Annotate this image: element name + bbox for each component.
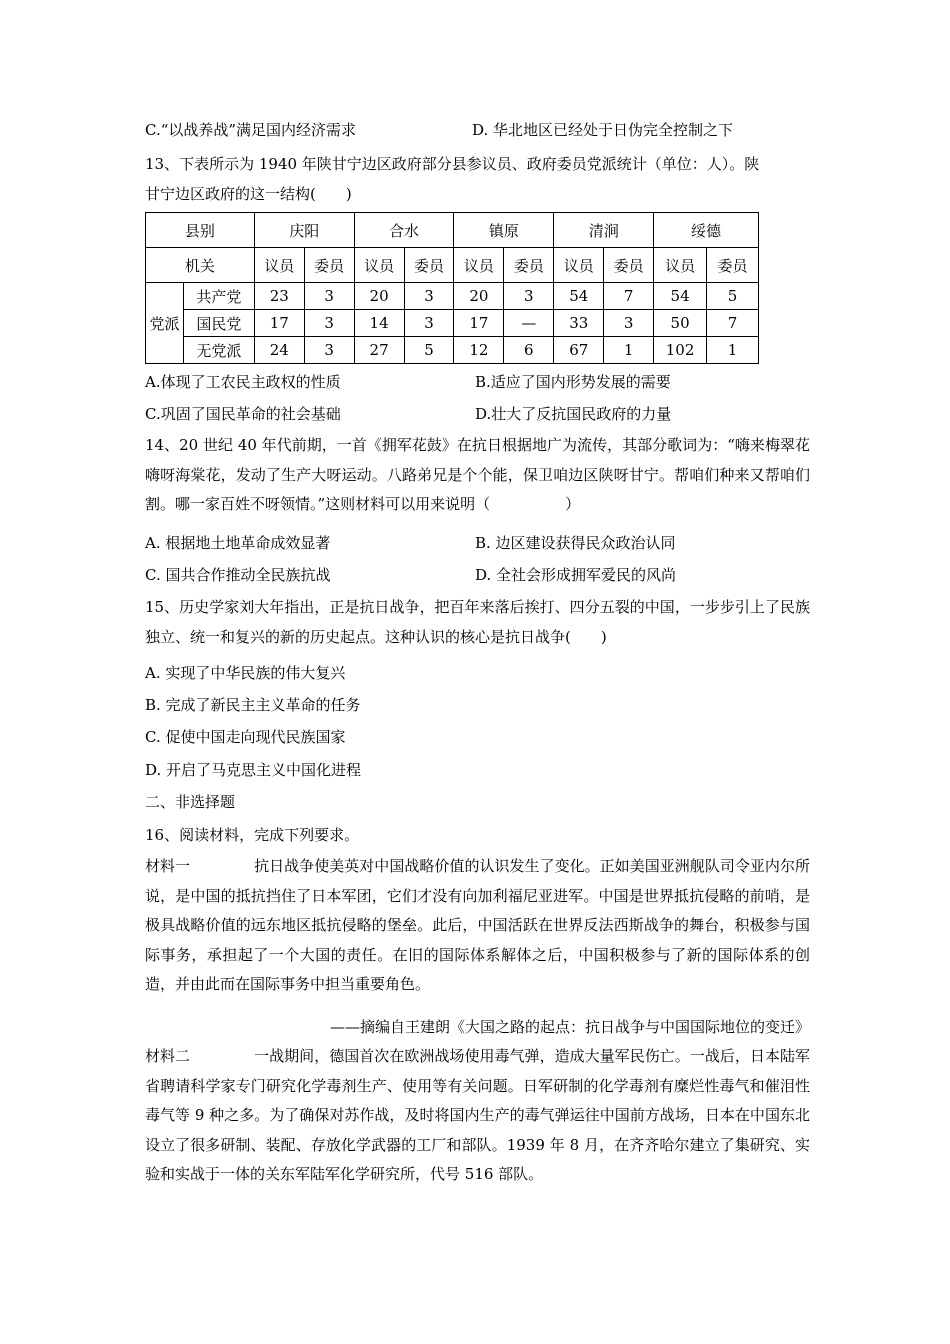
q13-option-a: A.体现了工农民主政权的性质 [145,373,341,391]
county-cell: 清涧 [554,213,654,248]
value-cell: 24 [254,337,304,364]
q12-option-c: C.“以战养战”满足国内经济需求 [145,121,357,139]
party-name-cell: 国民党 [183,310,254,337]
value-cell: 7 [707,310,759,337]
value-cell: 23 [254,283,304,310]
value-cell: 5 [404,337,454,364]
value-cell: 12 [454,337,504,364]
q14-option-c: C. 国共合作推动全民族抗战 [145,566,331,584]
subheader-cell: 议员 [554,248,604,283]
q14-stem: 14、20 世纪 40 年代前期，一首《拥军花鼓》在抗日根据地广为流传，其部分歌词为：“嗨来梅翠花嗨呀海棠花，发动了生产大呀运动。八路弟兄是个个能，保卫咱边区陕呀甘宁。帮咱们种来又帮咱们割。哪一家百姓不呀领情。”这则材料可以用来说明（ ） [145,436,810,513]
county-header: 县别 [146,213,255,248]
q13-stem-line1: 13、下表所示为 1940 年陕甘宁边区政府部分县参议员、政府委员党派统计（单位：人）。陕 [145,155,760,173]
organ-header: 机关 [146,248,255,283]
party-name-cell: 无党派 [183,337,254,364]
q13-option-b: B.适应了国内形势发展的需要 [475,373,671,391]
value-cell: 33 [554,310,604,337]
value-cell: 3 [604,310,654,337]
value-cell: 54 [554,283,604,310]
party-name-cell: 共产党 [183,283,254,310]
q15-stem: 15、历史学家刘大年指出，正是抗日战争，把百年来落后挨打、四分五裂的中国，一步步引上了民族独立、统一和复兴的新的历史起点。这种认识的核心是抗日战争( ) [145,598,810,646]
value-cell: 5 [707,283,759,310]
material-2 [145,1042,810,1190]
value-cell: 3 [304,337,354,364]
q15-option-b: B. 完成了新民主主义革命的任务 [145,696,361,714]
value-cell: 27 [354,337,404,364]
value-cell: 14 [354,310,404,337]
section-title: 二、非选择题 [145,793,236,811]
material-1-label: 材料一 [145,857,191,875]
subheader-cell: 委员 [707,248,759,283]
county-cell: 绥德 [654,213,759,248]
material-1-text: 抗日战争使美英对中国战略价值的认识发生了变化。正如美国亚洲舰队司令亚内尔所说，是中国的抵抗挡住了日本军团，它们才没有向加利福尼亚进军。中国是世界抵抗侵略的前哨，是极具战略价值的远东地区抵抗侵略的堡垒。此后，中国活跃在世界反法西斯战争的舞台，积极参与国际事务，承担起了一个大国的责任。在旧的国际体系解体之后，中国积极参与了新的国际体系的创造，并由此而在国际事务中担当重要角色。 [145,857,810,993]
q13-option-d: D.壮大了反抗国民政府的力量 [475,405,672,423]
value-cell: 50 [654,310,707,337]
q14-option-a: A. 根据地土地革命成效显著 [145,534,331,552]
table-row [146,310,759,337]
q15-option-c: C. 促使中国走向现代民族国家 [145,728,346,746]
table-header-row [146,213,759,248]
material-1 [145,852,810,1000]
subheader-cell: 委员 [304,248,354,283]
value-cell: 67 [554,337,604,364]
q13-stem-line2: 甘宁边区政府的这一结构( ) [145,185,352,203]
subheader-cell: 议员 [654,248,707,283]
value-cell: 1 [604,337,654,364]
material-2-label: 材料二 [145,1047,191,1065]
party-statistics-table [145,212,759,364]
value-cell: 17 [454,310,504,337]
value-cell: 7 [604,283,654,310]
table-row [146,283,759,310]
q14-option-d: D. 全社会形成拥军爱民的风尚 [475,566,677,584]
value-cell: 20 [454,283,504,310]
value-cell: 1 [707,337,759,364]
value-cell: 6 [504,337,554,364]
value-cell: 17 [254,310,304,337]
party-header: 党派 [146,283,184,364]
table-subheader-row [146,248,759,283]
value-cell: 3 [404,310,454,337]
subheader-cell: 议员 [254,248,304,283]
material-1-source: ——摘编自王建朗《大国之路的起点：抗日战争与中国国际地位的变迁》 [329,1018,810,1036]
q16-stem: 16、阅读材料，完成下列要求。 [145,826,360,844]
subheader-cell: 委员 [604,248,654,283]
county-cell: 庆阳 [254,213,354,248]
table-row [146,337,759,364]
q15-option-a: A. 实现了中华民族的伟大复兴 [145,664,346,682]
q12-option-d: D. 华北地区已经处于日伪完全控制之下 [472,121,734,139]
value-cell: 3 [404,283,454,310]
value-cell: 3 [304,283,354,310]
value-cell: 20 [354,283,404,310]
value-cell: — [504,310,554,337]
value-cell: 102 [654,337,707,364]
material-2-text: 一战期间，德国首次在欧洲战场使用毒气弹，造成大量军民伤亡。一战后，日本陆军省聘请科学家专门研究化学毒剂生产、使用等有关问题。日军研制的化学毒剂有糜烂性毒气和催泪性毒气等 9 种之多。为了确保对苏作战，及时将国内生产的毒气弹运往中国前方战场，日本在中国东北设立了很多研制、装配、存放化学武器的工厂和部队。1939 年 8 月，在齐齐哈尔建立了集研究、实验和实战于一体的关东军陆军化学研究所，代号 516 部队。 [145,1047,810,1183]
q14-option-b: B. 边区建设获得民众政治认同 [475,534,676,552]
subheader-cell: 委员 [504,248,554,283]
subheader-cell: 议员 [454,248,504,283]
q13-option-c: C.巩固了国民革命的社会基础 [145,405,341,423]
subheader-cell: 委员 [404,248,454,283]
county-cell: 合水 [354,213,454,248]
subheader-cell: 议员 [354,248,404,283]
county-cell: 镇原 [454,213,554,248]
value-cell: 54 [654,283,707,310]
value-cell: 3 [304,310,354,337]
q15-option-d: D. 开启了马克思主义中国化进程 [145,761,362,779]
value-cell: 3 [504,283,554,310]
